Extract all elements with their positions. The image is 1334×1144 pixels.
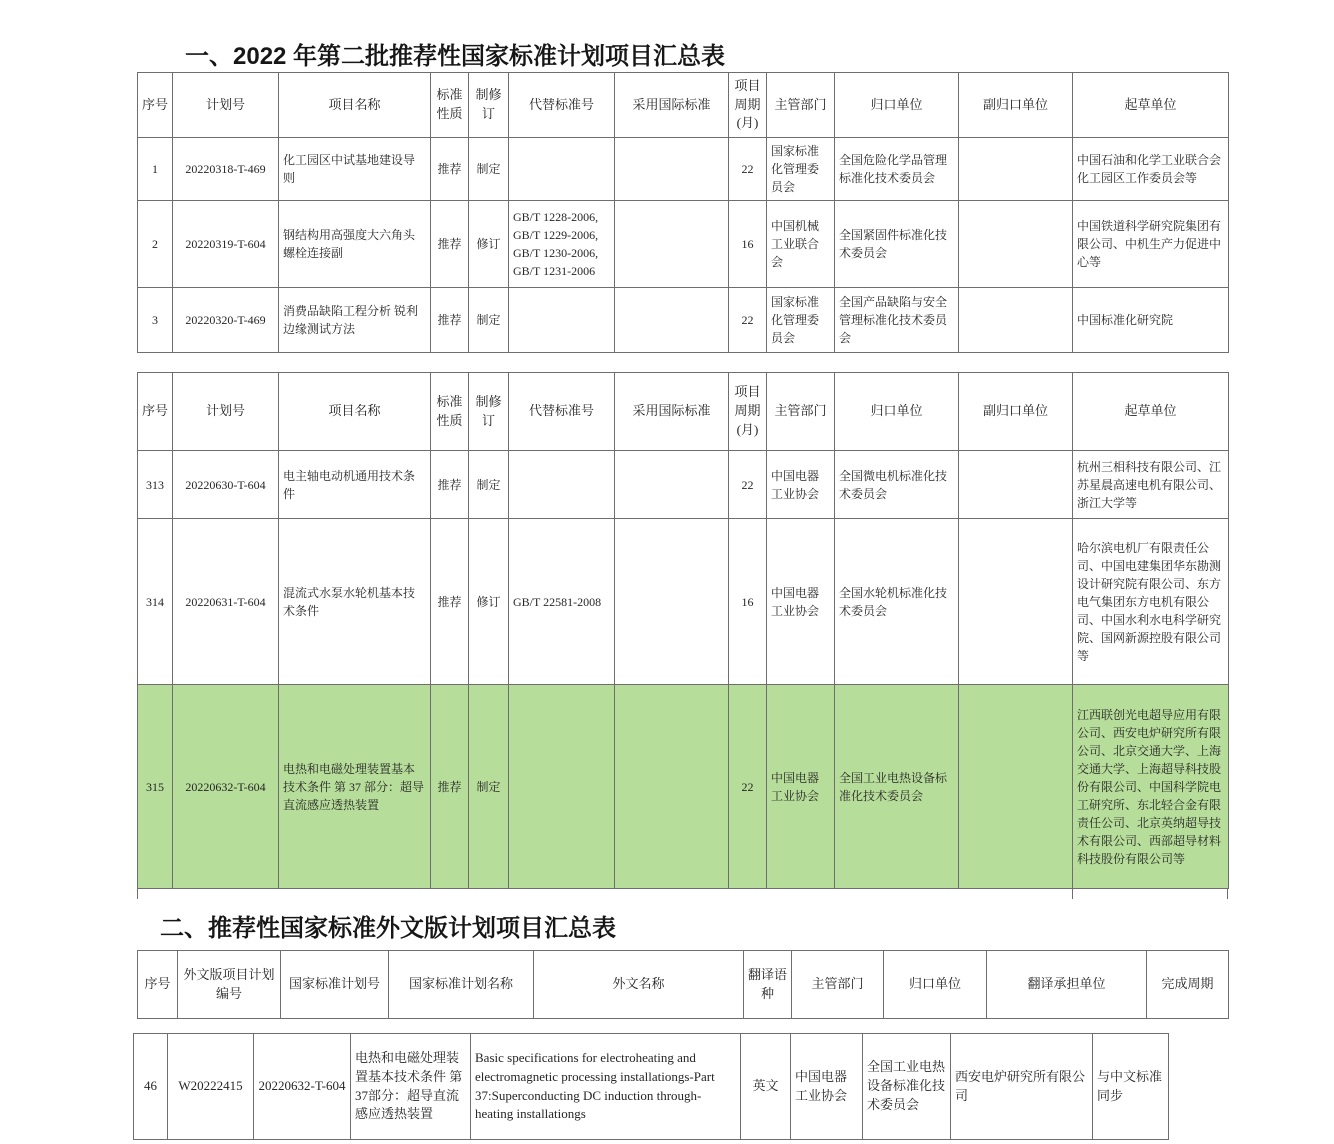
column-header: 项目周期(月) [729,373,767,451]
column-header: 项目名称 [279,73,431,138]
cell [615,685,729,889]
cell [615,451,729,519]
section2-title: 二、推荐性国家标准外文版计划项目汇总表 [160,915,616,942]
cell: 20220631-T-604 [173,519,279,685]
column-header: 外文名称 [534,951,744,1019]
cell: 全国工业电热设备标准化技术委员会 [835,685,959,889]
column-header: 翻译语种 [744,951,792,1019]
table-row [138,201,1229,288]
column-header: 主管部门 [767,73,835,138]
cell: 制定 [469,685,509,889]
cell [615,138,729,201]
column-header: 计划号 [173,73,279,138]
table-header-row [138,951,1229,1019]
table-row [134,1034,1169,1140]
cell: 修订 [469,201,509,288]
table-header-row [138,73,1229,138]
cell: 20220630-T-604 [173,451,279,519]
cell: 推荐 [431,201,469,288]
cell: 国家标准化管理委员会 [767,138,835,201]
cell: 制定 [469,288,509,353]
cell: 中国石油和化学工业联合会化工园区工作委员会等 [1073,138,1229,201]
column-header: 序号 [138,73,173,138]
cell [509,451,615,519]
section1-title: 一、2022 年第二批推荐性国家标准计划项目汇总表 [185,43,726,70]
cell: 与中文标准同步 [1093,1034,1169,1140]
cell: 电热和电磁处理装置基本技术条件 第37部分：超导直流感应透热装置 [351,1034,471,1140]
cell: 混流式水泵水轮机基本技术条件 [279,519,431,685]
column-header: 计划号 [173,373,279,451]
cell [959,201,1073,288]
table-header-row [138,373,1229,451]
cell: 中国标准化研究院 [1073,288,1229,353]
cell: 中国电器工业协会 [767,519,835,685]
column-header: 标准性质 [431,73,469,138]
column-header: 标准性质 [431,373,469,451]
cell: 中国电器工业协会 [791,1034,863,1140]
cell: 英文 [741,1034,791,1140]
highlighted-table-row [138,685,1229,889]
column-header: 归口单位 [884,951,987,1019]
cell: 20220632-T-604 [254,1034,351,1140]
cell: 全国产品缺陷与安全管理标准化技术委员会 [835,288,959,353]
cell: 314 [138,519,173,685]
foreign-table-row-46 [133,1033,1169,1140]
cut-off-row-sliver [137,889,1228,899]
column-header: 主管部门 [767,373,835,451]
cell: W20222415 [168,1034,254,1140]
cell: 化工园区中试基地建设导则 [279,138,431,201]
cell: 杭州三相科技有限公司、江苏星晨高速电机有限公司、浙江大学等 [1073,451,1229,519]
cell: GB/T 1228-2006, GB/T 1229-2006, GB/T 1230-2006, GB/T 1231-2006 [509,201,615,288]
cell [959,519,1073,685]
cell: 中国铁道科学研究院集团有限公司、中机生产力促进中心等 [1073,201,1229,288]
table-row [138,138,1229,201]
column-header: 外文版项目计划编号 [178,951,281,1019]
cell: 全国危险化学品管理标准化技术委员会 [835,138,959,201]
cell: 3 [138,288,173,353]
cell: 22 [729,138,767,201]
cell: 1 [138,138,173,201]
table-row [138,288,1229,353]
cell: 推荐 [431,451,469,519]
cell: 江西联创光电超导应用有限公司、西安电炉研究所有限公司、北京交通大学、上海交通大学、上海超导科技股份有限公司、中国科学院电工研究所、东北轻合金有限责任公司、北京英纳超导技术有限公司、西部超导材料科技股份有限公司等 [1073,685,1229,889]
column-header: 制修订 [469,373,509,451]
column-header: 代替标准号 [509,373,615,451]
cell: 20220632-T-604 [173,685,279,889]
cell: 中国电器工业协会 [767,451,835,519]
cell: GB/T 22581-2008 [509,519,615,685]
cell: 全国工业电热设备标准化技术委员会 [863,1034,951,1140]
cell: 中国电器工业协会 [767,685,835,889]
cell: 22 [729,451,767,519]
cell: 16 [729,519,767,685]
cell: 20220318-T-469 [173,138,279,201]
cell: 推荐 [431,685,469,889]
column-header: 制修订 [469,73,509,138]
cell [615,519,729,685]
column-header: 归口单位 [835,373,959,451]
cell [959,288,1073,353]
cell: 20220319-T-604 [173,201,279,288]
cell [509,138,615,201]
table-gridline [1072,889,1073,899]
column-header: 翻译承担单位 [987,951,1147,1019]
summary-table-rows-1-3 [137,72,1229,353]
column-header: 序号 [138,373,173,451]
cell [509,288,615,353]
cell: 46 [134,1034,168,1140]
cell: 哈尔滨电机厂有限责任公司、中国电建集团华东勘测设计研究院有限公司、东方电气集团东方电机有限公司、中国水利水电科学研究院、国网新源控股有限公司等 [1073,519,1229,685]
column-header: 项目周期(月) [729,73,767,138]
cell: 中国机械工业联合会 [767,201,835,288]
column-header: 采用国际标准 [615,73,729,138]
cell: 全国紧固件标准化技术委员会 [835,201,959,288]
column-header: 主管部门 [792,951,884,1019]
cell: Basic specifications for electroheating and electromagnetic processing installationgs-Part 37:Superconducting DC induction through-heating installationgs [471,1034,741,1140]
cell: 国家标准化管理委员会 [767,288,835,353]
table-row [138,451,1229,519]
cell: 消费品缺陷工程分析 锐利边缘测试方法 [279,288,431,353]
column-header: 项目名称 [279,373,431,451]
cell: 全国微电机标准化技术委员会 [835,451,959,519]
cell: 315 [138,685,173,889]
cell: 22 [729,288,767,353]
column-header: 起草单位 [1073,73,1229,138]
column-header: 国家标准计划号 [281,951,389,1019]
column-header: 国家标准计划名称 [389,951,534,1019]
column-header: 完成周期 [1147,951,1229,1019]
cell: 313 [138,451,173,519]
cell: 钢结构用高强度大六角头螺栓连接副 [279,201,431,288]
cell [959,138,1073,201]
cell [959,451,1073,519]
summary-table-rows-313-315 [137,372,1229,889]
cell [615,288,729,353]
foreign-table-header [137,950,1229,1019]
cell [615,201,729,288]
column-header: 副归口单位 [959,373,1073,451]
cell: 推荐 [431,288,469,353]
column-header: 代替标准号 [509,73,615,138]
column-header: 序号 [138,951,178,1019]
column-header: 起草单位 [1073,373,1229,451]
cell [959,685,1073,889]
column-header: 副归口单位 [959,73,1073,138]
cell: 22 [729,685,767,889]
cell: 西安电炉研究所有限公司 [951,1034,1093,1140]
cell: 2 [138,201,173,288]
cell: 制定 [469,138,509,201]
cell: 推荐 [431,138,469,201]
cell: 全国水轮机标准化技术委员会 [835,519,959,685]
cell: 电主轴电动机通用技术条件 [279,451,431,519]
cell: 20220320-T-469 [173,288,279,353]
cell: 电热和电磁处理装置基本技术条件 第 37 部分：超导直流感应透热装置 [279,685,431,889]
cell: 制定 [469,451,509,519]
cell [509,685,615,889]
column-header: 采用国际标准 [615,373,729,451]
column-header: 归口单位 [835,73,959,138]
cell: 推荐 [431,519,469,685]
cell: 16 [729,201,767,288]
cell: 修订 [469,519,509,685]
table-row [138,519,1229,685]
